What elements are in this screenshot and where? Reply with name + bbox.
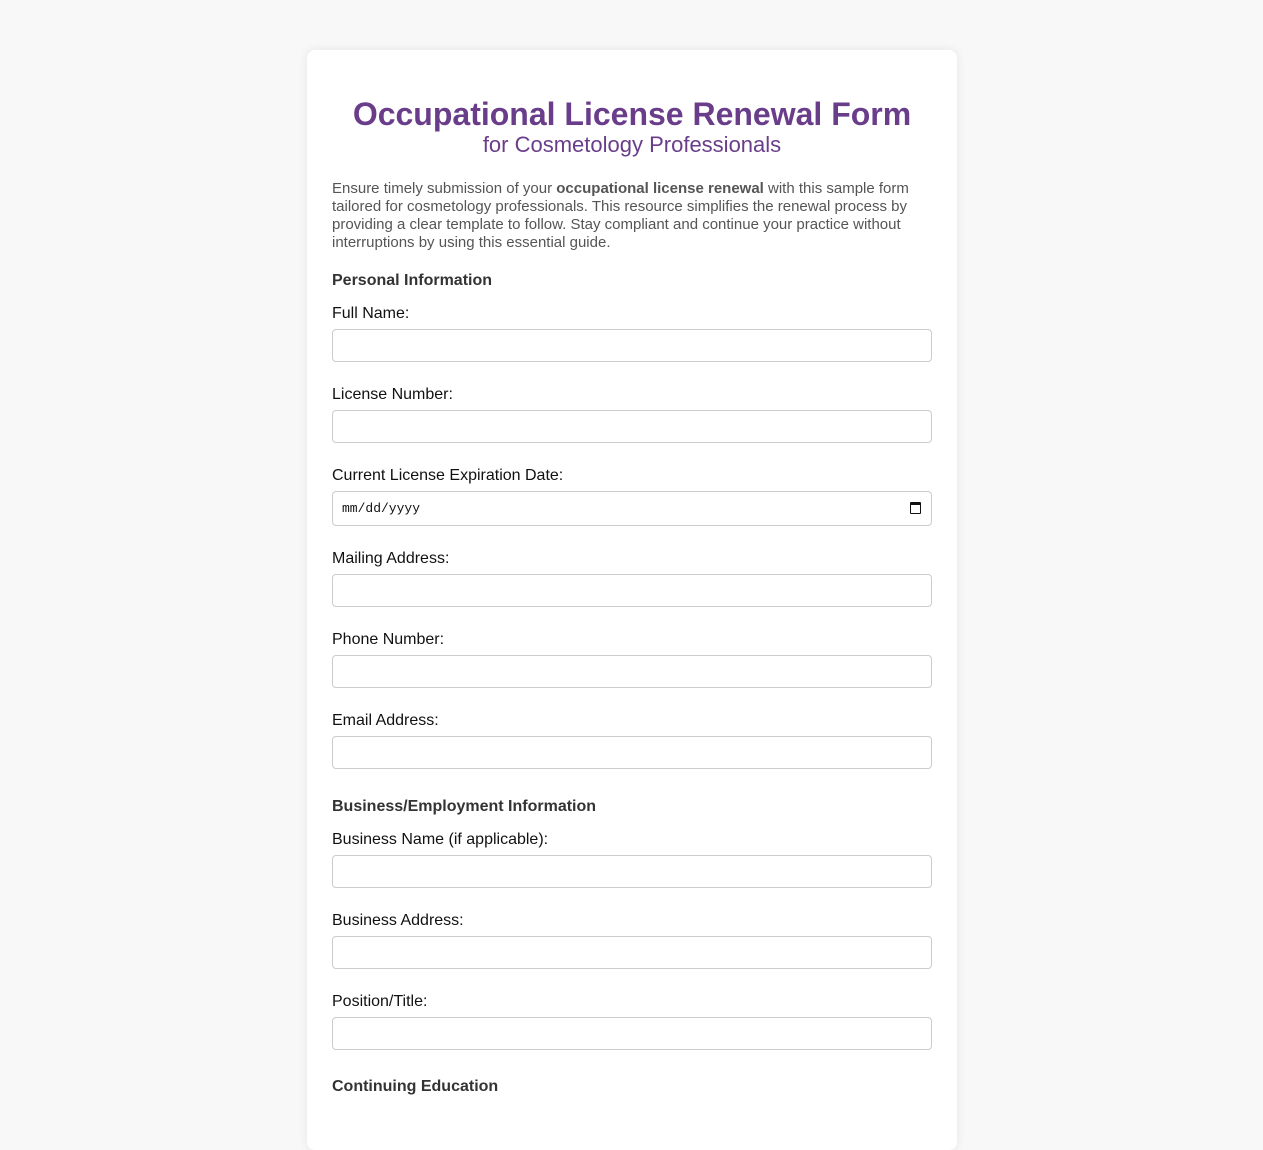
full-name-label: Full Name: xyxy=(332,305,410,322)
email-field-group xyxy=(332,712,932,769)
license-number-input[interactable] xyxy=(332,410,932,443)
full-name-input[interactable] xyxy=(332,329,932,362)
email-input[interactable] xyxy=(332,736,932,769)
expiration-date-label: Current License Expiration Date: xyxy=(332,467,564,484)
license-number-field-group xyxy=(332,386,932,443)
intro-text-end: with this sample form tailored for cosmetology professionals. This resource simplifies the renewal process by providing a clear template to follow. Stay compliant and continue your practice without interruptions by using this essential guide. xyxy=(332,180,909,251)
position-input[interactable] xyxy=(332,1017,932,1050)
section-heading-education: Continuing Education xyxy=(332,1078,499,1095)
intro-text-start: Ensure timely submission of your xyxy=(332,180,557,197)
expiration-date-field-group xyxy=(332,467,932,526)
business-name-field-group xyxy=(332,831,932,888)
phone-label: Phone Number: xyxy=(332,631,445,648)
expiration-date-input[interactable] xyxy=(332,491,932,526)
mailing-address-input[interactable] xyxy=(332,574,932,607)
page-subtitle: for Cosmetology Professionals xyxy=(482,132,782,157)
phone-field-group xyxy=(332,631,932,688)
date-placeholder: mm/dd/yyyy xyxy=(342,501,421,516)
phone-input[interactable] xyxy=(332,655,932,688)
mailing-address-field-group xyxy=(332,550,932,607)
section-heading-personal: Personal Information xyxy=(332,272,493,289)
position-field-group xyxy=(332,993,932,1050)
business-address-input[interactable] xyxy=(332,936,932,969)
mailing-address-label: Mailing Address: xyxy=(332,550,450,567)
section-heading-business: Business/Employment Information xyxy=(332,798,597,815)
position-label: Position/Title: xyxy=(332,993,428,1010)
intro-text-bold: occupational license renewal xyxy=(556,180,764,197)
intro-text xyxy=(332,180,932,252)
calendar-icon[interactable] xyxy=(910,502,921,514)
page-title: Occupational License Renewal Form xyxy=(352,96,912,132)
business-address-label: Business Address: xyxy=(332,912,464,929)
business-address-field-group xyxy=(332,912,932,969)
form-card xyxy=(307,50,957,1150)
license-number-label: License Number: xyxy=(332,386,453,403)
business-name-input[interactable] xyxy=(332,855,932,888)
full-name-field-group xyxy=(332,305,932,362)
business-name-label: Business Name (if applicable): xyxy=(332,831,549,848)
email-label: Email Address: xyxy=(332,712,439,729)
